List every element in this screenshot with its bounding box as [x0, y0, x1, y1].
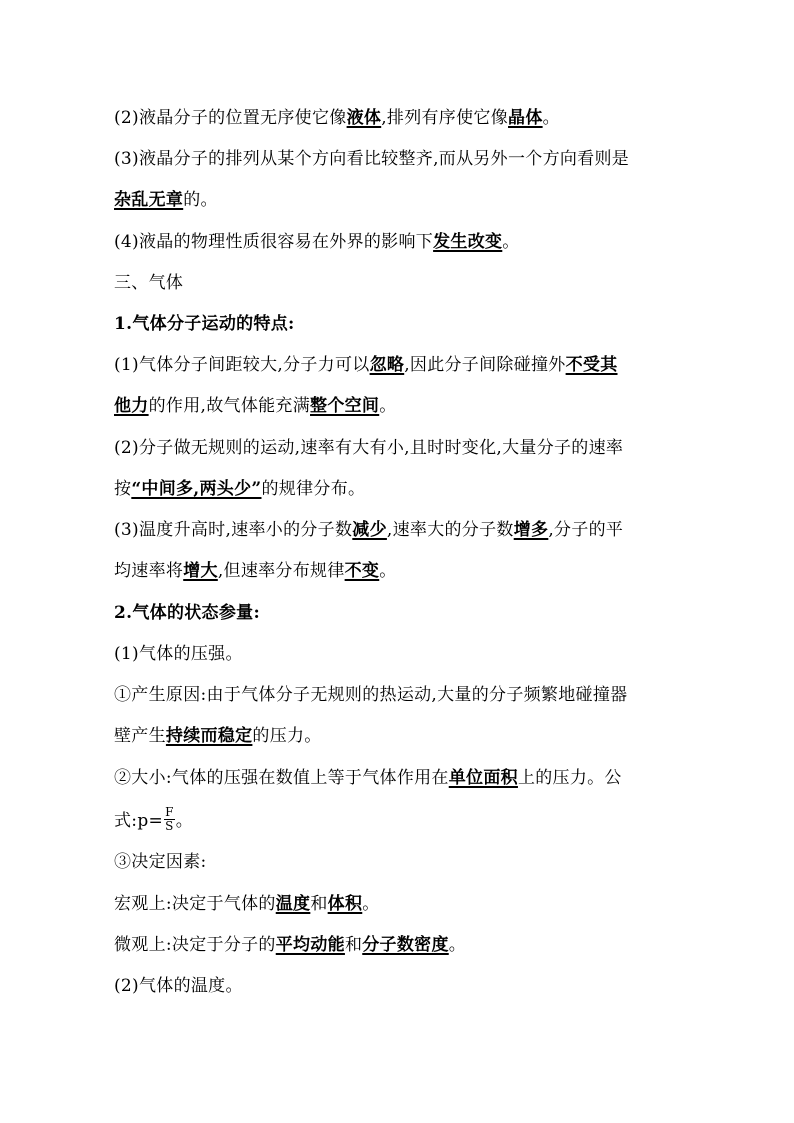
text-line: (3)温度升高时,速率小的分子数减少,速率大的分子数增多,分子的平 — [114, 520, 624, 540]
answer-blank: 液体 — [346, 108, 382, 128]
text-line: 宏观上:决定于气体的温度和体积。 — [114, 894, 380, 914]
formula-line: 式:p= $\frac{F}{S}$ 。 — [114, 805, 194, 833]
text-line: ②大小:气体的压强在数值上等于气体作用在单位面积上的压力。公 — [114, 768, 622, 788]
answer-blank: 体积 — [327, 894, 363, 914]
answer-blank: 分子数密度 — [362, 935, 449, 955]
text-line: (2)气体的温度。 — [114, 976, 243, 996]
answer-blank: 不受其 — [565, 355, 618, 375]
answer-blank: 增多 — [513, 520, 549, 540]
text-line: (3)液晶分子的排列从某个方向看比较整齐,而从另外一个方向看则是 — [114, 149, 630, 169]
answer-blank: 减少 — [352, 520, 387, 540]
answer-blank: 他力 — [114, 396, 149, 416]
text-line: (1)气体的压强。 — [114, 644, 243, 664]
answer-blank: 持续而稳定 — [165, 726, 253, 746]
answer-blank: 晶体 — [508, 108, 543, 128]
answer-blank: 杂乱无章 — [114, 190, 184, 210]
answer-blank: 发生改变 — [433, 232, 503, 252]
answer-blank: 单位面积 — [448, 768, 518, 788]
subsection-heading: 2.气体的状态参量: — [114, 603, 261, 623]
text-line: (4)液晶的物理性质很容易在外界的影响下发生改变。 — [114, 232, 520, 252]
text-line: (1)气体分子间距较大,分子力可以忽略,因此分子间除碰撞外不受其 — [114, 355, 618, 375]
answer-blank: “中间多,两头少” — [131, 479, 262, 499]
text-line: ①产生原因:由于气体分子无规则的热运动,大量的分子频繁地碰撞器 — [114, 685, 628, 705]
text-line: 微观上:决定于分子的平均动能和分子数密度。 — [114, 935, 467, 955]
answer-blank: 忽略 — [369, 355, 405, 375]
answer-blank: 整个空间 — [310, 396, 380, 416]
answer-blank: 平均动能 — [275, 935, 345, 955]
text-line: 杂乱无章的。 — [114, 190, 218, 210]
text-line: 按“中间多,两头少”的规律分布。 — [114, 479, 366, 499]
text-line: (2)分子做无规则的运动,速率有大有小,且时时变化,大量分子的速率 — [114, 438, 624, 458]
section-heading: 三、气体 — [114, 273, 184, 293]
text-line: 他力的作用,故气体能充满整个空间。 — [114, 396, 397, 416]
pressure-fraction: $\frac{F}{S}$ — [165, 805, 174, 833]
subsection-heading: 1.气体分子运动的特点: — [114, 314, 295, 334]
answer-blank: 增大 — [183, 561, 218, 581]
answer-blank: 不变 — [344, 561, 380, 581]
text-line: ③决定因素: — [114, 852, 207, 872]
text-line: 壁产生持续而稳定的压力。 — [114, 726, 322, 746]
answer-blank: 温度 — [275, 894, 311, 914]
text-line: 均速率将增大,但速率分布规律不变。 — [114, 561, 397, 581]
text-line: (2)液晶分子的位置无序使它像液体,排列有序使它像晶体。 — [114, 108, 560, 128]
